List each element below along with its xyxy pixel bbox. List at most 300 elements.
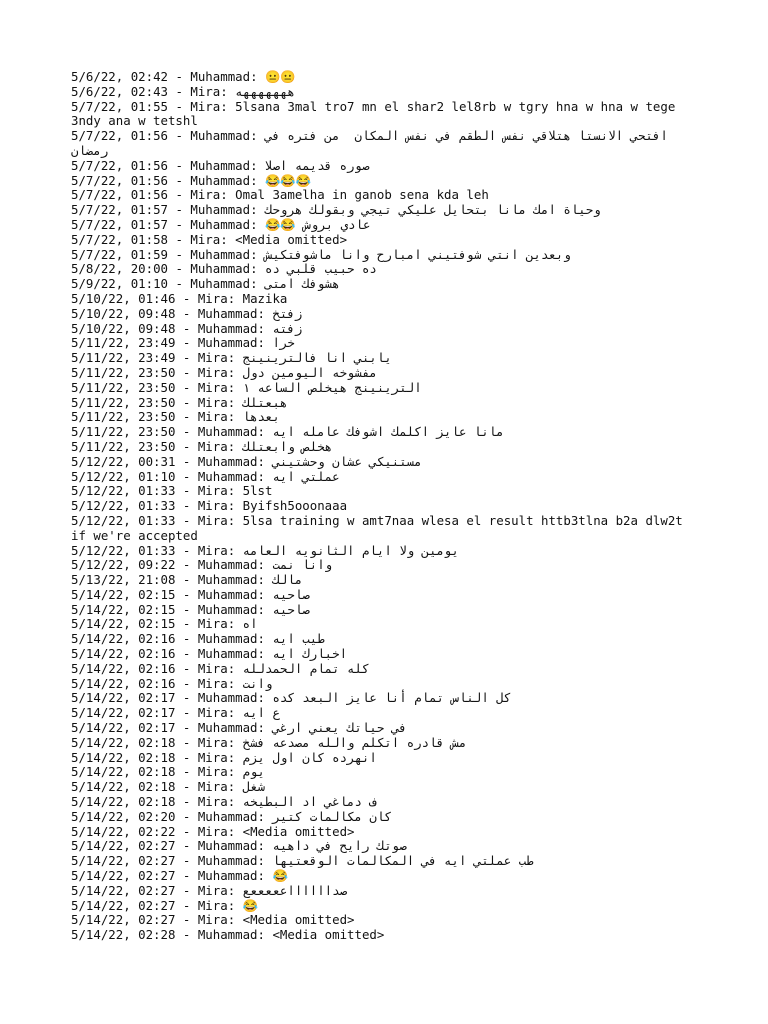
line-meta: 5/14/22, 02:15 - Mira: xyxy=(71,616,243,632)
line-meta: 5/14/22, 02:27 - Muhammad: xyxy=(71,868,273,884)
line-meta: 5/13/22, 21:08 - Muhammad: xyxy=(71,572,273,588)
line-meta: 5/14/22, 02:22 - Mira: xyxy=(71,823,243,839)
line-date: 5/14/22 xyxy=(71,882,124,898)
line-date: 5/14/22 xyxy=(71,749,124,765)
chat-line xyxy=(71,839,699,854)
line-time: 09:48 xyxy=(138,305,176,321)
chat-line xyxy=(71,869,699,884)
line-sender: Mira xyxy=(197,660,228,676)
line-meta: 5/11/22, 23:50 - Muhammad: xyxy=(71,424,273,440)
line-sender: Mira xyxy=(197,912,228,928)
line-meta: 5/8/22, 20:00 - Muhammad: xyxy=(71,261,265,277)
line-sender: Mira xyxy=(197,749,228,765)
line-date: 5/14/22 xyxy=(71,675,124,691)
line-message: 5lst xyxy=(242,483,273,499)
line-sender: Muhammad xyxy=(197,586,258,602)
line-meta: 5/14/22, 02:27 - Muhammad: xyxy=(71,853,273,869)
line-sender: Muhammad xyxy=(197,853,258,869)
line-time: 02:27 xyxy=(138,897,176,913)
line-date: 5/8/22 xyxy=(71,261,116,277)
line-time: 02:17 xyxy=(138,705,176,721)
chat-line xyxy=(71,218,699,233)
line-message: ف دماغي اد البطيخه xyxy=(242,794,377,810)
chat-line xyxy=(71,410,699,425)
chat-line xyxy=(71,203,699,218)
line-message: زفتخ xyxy=(272,305,303,321)
line-meta: 5/7/22, 01:57 - Muhammad: xyxy=(71,216,265,232)
line-time: 01:56 xyxy=(130,128,168,144)
line-date: 5/11/22 xyxy=(71,379,124,395)
line-date: 5/13/22 xyxy=(71,572,124,588)
line-message: خرا xyxy=(272,335,295,351)
chat-line xyxy=(71,174,699,189)
line-date: 5/12/22 xyxy=(71,498,124,514)
line-message: هشوفك امتى xyxy=(265,276,340,292)
line-date: 5/14/22 xyxy=(71,823,124,839)
line-sender: Mira xyxy=(197,705,228,721)
line-meta: 5/14/22, 02:16 - Mira: xyxy=(71,660,243,676)
line-meta: 5/10/22, 09:48 - Muhammad: xyxy=(71,320,273,336)
line-date: 5/12/22 xyxy=(71,557,124,573)
line-sender: Muhammad xyxy=(197,646,258,662)
line-time: 02:22 xyxy=(138,823,176,839)
chat-line xyxy=(71,573,699,588)
line-meta: 5/7/22, 01:56 - Mira: xyxy=(71,187,236,203)
chat-line xyxy=(71,765,699,780)
chat-line xyxy=(71,248,699,263)
line-message: شغل xyxy=(242,779,265,795)
line-sender: Mira xyxy=(197,290,228,306)
line-date: 5/14/22 xyxy=(71,734,124,750)
line-meta: 5/11/22, 23:50 - Mira: xyxy=(71,364,243,380)
line-sender: Muhammad xyxy=(190,172,251,188)
line-sender: Mira xyxy=(190,98,221,114)
line-meta: 5/12/22, 00:31 - Muhammad: xyxy=(71,453,273,469)
line-message: يابني انا فالترينينج xyxy=(242,350,392,366)
line-sender: Mira xyxy=(197,483,228,499)
chat-line xyxy=(71,913,699,928)
line-time: 02:16 xyxy=(138,646,176,662)
line-meta: 5/12/22, 01:33 - Mira: xyxy=(71,512,243,528)
line-sender: Muhammad xyxy=(190,261,251,277)
line-message: كل الناس تمام أنا عايز البعد كده xyxy=(272,690,512,706)
line-time: 02:28 xyxy=(138,927,176,943)
line-sender: Muhammad xyxy=(197,335,258,351)
line-date: 5/14/22 xyxy=(71,646,124,662)
line-sender: Muhammad xyxy=(190,128,251,144)
line-sender: Mira xyxy=(190,187,221,203)
line-sender: Muhammad xyxy=(197,868,258,884)
line-date: 5/14/22 xyxy=(71,779,124,795)
chat-line xyxy=(71,662,699,677)
line-date: 5/14/22 xyxy=(71,764,124,780)
line-sender: Mira xyxy=(197,350,228,366)
line-sender: Muhammad xyxy=(197,690,258,706)
line-sender: Muhammad xyxy=(197,572,258,588)
line-meta: 5/12/22, 01:10 - Muhammad: xyxy=(71,468,273,484)
line-meta: 5/14/22, 02:28 - Muhammad: xyxy=(71,927,273,943)
chat-line xyxy=(71,632,699,647)
line-sender: Muhammad xyxy=(190,276,251,292)
chat-line xyxy=(71,617,699,632)
line-sender: Mira xyxy=(197,364,228,380)
chat-line xyxy=(71,736,699,751)
line-meta: 5/14/22, 02:17 - Muhammad: xyxy=(71,690,273,706)
line-meta: 5/9/22, 01:10 - Muhammad: xyxy=(71,276,265,292)
line-message: صدااااااعععععع xyxy=(242,882,348,898)
line-message: <Media omitted> xyxy=(272,927,385,943)
line-sender: Mira xyxy=(197,882,228,898)
line-time: 02:27 xyxy=(138,882,176,898)
line-message: مستنيكي عشان وحشتيني xyxy=(272,453,422,469)
line-sender: Mira xyxy=(197,779,228,795)
line-date: 5/11/22 xyxy=(71,409,124,425)
line-message: صوره قديمه اصلا xyxy=(265,157,370,173)
line-date: 5/7/22 xyxy=(71,246,116,262)
line-meta: 5/14/22, 02:16 - Mira: xyxy=(71,675,243,691)
line-sender: Muhammad xyxy=(190,216,251,232)
line-sender: Muhammad xyxy=(197,720,258,736)
line-message: ده حبيب قلبي ده xyxy=(265,261,377,277)
line-meta: 5/14/22, 02:18 - Mira: xyxy=(71,764,243,780)
line-sender: Mira xyxy=(197,794,228,810)
chat-line xyxy=(71,440,699,455)
line-meta: 5/14/22, 02:27 - Mira: xyxy=(71,912,243,928)
line-message: <Media omitted> xyxy=(242,823,355,839)
line-message: 5lsa training w amt7naa wlesa el result httb3tlna b2a dlw2t if we're accepted xyxy=(71,512,691,543)
line-time: 02:18 xyxy=(138,734,176,750)
line-message: 😂 xyxy=(242,897,259,913)
line-date: 5/7/22 xyxy=(71,157,116,173)
line-meta: 5/14/22, 02:15 - Muhammad: xyxy=(71,586,273,602)
line-message: زفته xyxy=(272,320,303,336)
line-meta: 5/14/22, 02:18 - Mira: xyxy=(71,749,243,765)
line-meta: 5/14/22, 02:27 - Muhammad: xyxy=(71,838,273,854)
line-time: 02:18 xyxy=(138,749,176,765)
line-time: 02:15 xyxy=(138,616,176,632)
line-sender: Muhammad xyxy=(197,557,258,573)
line-date: 5/14/22 xyxy=(71,631,124,647)
line-date: 5/6/22 xyxy=(71,69,116,84)
line-time: 23:50 xyxy=(138,394,176,410)
line-sender: Muhammad xyxy=(197,453,258,469)
line-sender: Mira xyxy=(197,734,228,750)
line-time: 02:16 xyxy=(138,631,176,647)
line-message: صاحيه xyxy=(272,601,310,617)
line-message: ع ايه xyxy=(242,705,280,721)
line-date: 5/14/22 xyxy=(71,690,124,706)
line-date: 5/10/22 xyxy=(71,320,124,336)
line-time: 20:00 xyxy=(130,261,168,277)
line-date: 5/14/22 xyxy=(71,616,124,632)
line-time: 01:33 xyxy=(138,512,176,528)
line-sender: Mira xyxy=(197,675,228,691)
line-date: 5/14/22 xyxy=(71,927,124,943)
line-message: 😂 xyxy=(272,868,288,884)
line-time: 23:49 xyxy=(138,335,176,351)
chat-line xyxy=(71,721,699,736)
line-date: 5/7/22 xyxy=(71,216,116,232)
chat-line xyxy=(71,810,699,825)
line-meta: 5/14/22, 02:17 - Mira: xyxy=(71,705,243,721)
line-date: 5/14/22 xyxy=(71,853,124,869)
chat-line xyxy=(71,381,699,396)
line-sender: Mira xyxy=(197,409,228,425)
line-sender: Muhammad xyxy=(190,69,251,84)
chat-line xyxy=(71,425,699,440)
chat-line xyxy=(71,928,699,943)
line-message: طب عملتي ايه في المكالمات الوقعتيها xyxy=(272,853,534,869)
line-time: 01:56 xyxy=(130,157,168,173)
line-time: 02:17 xyxy=(138,690,176,706)
chat-line xyxy=(71,514,699,544)
line-meta: 5/14/22, 02:15 - Muhammad: xyxy=(71,601,273,617)
chat-line xyxy=(71,159,699,174)
line-sender: Muhammad xyxy=(197,631,258,647)
line-time: 01:57 xyxy=(130,216,168,232)
chat-line xyxy=(71,277,699,292)
line-date: 5/12/22 xyxy=(71,483,124,499)
line-meta: 5/14/22, 02:20 - Muhammad: xyxy=(71,808,273,824)
line-message: وانا نمت xyxy=(272,557,333,573)
line-time: 02:43 xyxy=(130,83,168,99)
chat-line xyxy=(71,470,699,485)
line-sender: Muhammad xyxy=(190,157,251,173)
line-time: 21:08 xyxy=(138,572,176,588)
line-time: 23:50 xyxy=(138,438,176,454)
line-message: كان مكالمات كتير xyxy=(272,808,392,824)
line-time: 01:56 xyxy=(130,172,168,188)
line-time: 01:33 xyxy=(138,498,176,514)
line-time: 01:58 xyxy=(130,231,168,247)
line-date: 5/14/22 xyxy=(71,601,124,617)
line-message: مش قادره اتكلم والله مصدعه فشخ xyxy=(242,734,467,750)
line-message: هههههههه xyxy=(235,83,295,99)
line-date: 5/11/22 xyxy=(71,350,124,366)
line-sender: Mira xyxy=(197,616,228,632)
line-time: 01:10 xyxy=(130,276,168,292)
line-meta: 5/11/22, 23:50 - Mira: xyxy=(71,409,243,425)
line-time: 02:17 xyxy=(138,720,176,736)
line-message: <Media omitted> xyxy=(242,912,355,928)
line-time: 00:31 xyxy=(138,453,176,469)
line-sender: Mira xyxy=(197,512,228,528)
chat-log xyxy=(71,70,699,943)
chat-line xyxy=(71,233,699,248)
chat-line xyxy=(71,795,699,810)
line-time: 01:57 xyxy=(130,202,168,218)
line-date: 5/12/22 xyxy=(71,542,124,558)
chat-line xyxy=(71,307,699,322)
line-message: Mazika xyxy=(242,290,288,306)
line-sender: Mira xyxy=(197,764,228,780)
line-date: 5/11/22 xyxy=(71,424,124,440)
line-meta: 5/7/22, 01:59 - Muhammad: xyxy=(71,246,265,262)
line-sender: Muhammad xyxy=(197,320,258,336)
chat-line xyxy=(71,691,699,706)
line-message: 5lsana 3mal tro7 mn el shar2 lel8rb w tgry hna w hna w tege 3ndy ana w tetshl xyxy=(71,98,683,129)
line-date: 5/6/22 xyxy=(71,83,116,99)
line-message: Byifsh5ooonaaa xyxy=(242,498,348,514)
line-message: يومين ولا ايام الثانويه العامه xyxy=(242,542,459,558)
line-time: 02:15 xyxy=(138,586,176,602)
line-meta: 5/14/22, 02:18 - Mira: xyxy=(71,734,243,750)
line-time: 01:46 xyxy=(138,290,176,306)
line-message: وانت xyxy=(242,675,273,691)
chat-line xyxy=(71,292,699,307)
line-date: 5/14/22 xyxy=(71,586,124,602)
line-time: 02:27 xyxy=(138,853,176,869)
line-date: 5/7/22 xyxy=(71,187,116,203)
line-time: 23:50 xyxy=(138,364,176,380)
line-sender: Mira xyxy=(190,83,221,99)
chat-line xyxy=(71,188,699,203)
line-date: 5/11/22 xyxy=(71,364,124,380)
line-sender: Muhammad xyxy=(197,838,258,854)
chat-line xyxy=(71,647,699,662)
line-time: 02:18 xyxy=(138,794,176,810)
line-sender: Muhammad xyxy=(197,808,258,824)
line-message: مانا عايز اكلمك اشوفك عامله ايه xyxy=(272,424,504,440)
line-meta: 5/7/22, 01:56 - Muhammad: xyxy=(71,172,265,188)
line-message: بعدها xyxy=(242,409,280,425)
line-meta: 5/11/22, 23:49 - Mira: xyxy=(71,350,243,366)
line-meta: 5/14/22, 02:27 - Mira: xyxy=(71,882,243,898)
line-time: 02:27 xyxy=(138,868,176,884)
line-message: مالك xyxy=(272,572,303,588)
line-time: 01:33 xyxy=(138,483,176,499)
line-meta: 5/7/22, 01:56 - Muhammad: xyxy=(71,157,265,173)
line-meta: 5/11/22, 23:50 - Mira: xyxy=(71,438,243,454)
chat-line xyxy=(71,751,699,766)
line-time: 02:18 xyxy=(138,764,176,780)
line-time: 23:50 xyxy=(138,424,176,440)
chat-line xyxy=(71,854,699,869)
chat-line xyxy=(71,706,699,721)
line-date: 5/7/22 xyxy=(71,98,116,114)
line-meta: 5/7/22, 01:56 - Muhammad: xyxy=(71,128,265,144)
line-sender: Muhammad xyxy=(190,246,251,262)
chat-line xyxy=(71,544,699,559)
chat-line xyxy=(71,780,699,795)
line-meta: 5/10/22, 01:46 - Mira: xyxy=(71,290,243,306)
line-time: 02:15 xyxy=(138,601,176,617)
line-time: 02:20 xyxy=(138,808,176,824)
line-message: 😂😂😂 xyxy=(265,172,312,188)
line-message: في حياتك يعني ارغي xyxy=(272,720,407,736)
chat-line xyxy=(71,366,699,381)
line-date: 5/12/22 xyxy=(71,512,124,528)
line-time: 02:16 xyxy=(138,660,176,676)
chat-line xyxy=(71,262,699,277)
line-time: 02:18 xyxy=(138,779,176,795)
line-meta: 5/14/22, 02:16 - Muhammad: xyxy=(71,646,273,662)
line-sender: Mira xyxy=(197,823,228,839)
line-date: 5/7/22 xyxy=(71,128,116,144)
line-sender: Muhammad xyxy=(190,202,251,218)
line-message: <Media omitted> xyxy=(235,231,348,247)
chat-line xyxy=(71,129,699,159)
line-sender: Muhammad xyxy=(197,424,258,440)
line-sender: Muhammad xyxy=(197,927,258,943)
line-sender: Mira xyxy=(197,394,228,410)
line-date: 5/10/22 xyxy=(71,305,124,321)
line-date: 5/12/22 xyxy=(71,453,124,469)
line-date: 5/7/22 xyxy=(71,231,116,247)
line-time: 23:50 xyxy=(138,379,176,395)
line-meta: 5/14/22, 02:27 - Mira: xyxy=(71,897,243,913)
line-message: افتحي الانستا هتلاقي نفس الطقم في نفس المكان من فتره في رمضان xyxy=(71,128,676,158)
chat-line xyxy=(71,396,699,411)
line-message: Omal 3amelha in ganob sena kda leh xyxy=(235,187,489,203)
line-sender: Muhammad xyxy=(197,305,258,321)
line-date: 5/14/22 xyxy=(71,720,124,736)
line-date: 5/7/22 xyxy=(71,172,116,188)
line-meta: 5/14/22, 02:16 - Muhammad: xyxy=(71,631,273,647)
chat-line xyxy=(71,603,699,618)
line-message: 😐😐 xyxy=(265,69,296,84)
line-meta: 5/7/22, 01:55 - Mira: xyxy=(71,98,236,114)
line-sender: Muhammad xyxy=(197,601,258,617)
line-date: 5/12/22 xyxy=(71,468,124,484)
line-sender: Mira xyxy=(197,379,228,395)
line-message: طيب ايه xyxy=(272,631,325,647)
line-meta: 5/12/22, 01:33 - Mira: xyxy=(71,498,243,514)
line-date: 5/14/22 xyxy=(71,838,124,854)
line-date: 5/10/22 xyxy=(71,290,124,306)
line-time: 01:55 xyxy=(130,98,168,114)
line-meta: 5/7/22, 01:57 - Muhammad: xyxy=(71,202,265,218)
line-date: 5/11/22 xyxy=(71,335,124,351)
line-message: انهرده كان اول يزم xyxy=(242,749,377,765)
chat-line xyxy=(71,85,699,100)
line-time: 01:59 xyxy=(130,246,168,262)
chat-line xyxy=(71,100,699,130)
line-meta: 5/14/22, 02:18 - Mira: xyxy=(71,794,243,810)
chat-line xyxy=(71,351,699,366)
line-date: 5/14/22 xyxy=(71,794,124,810)
line-date: 5/14/22 xyxy=(71,868,124,884)
line-time: 23:49 xyxy=(138,350,176,366)
line-meta: 5/14/22, 02:18 - Mira: xyxy=(71,779,243,795)
line-message: اخبارك ايه xyxy=(272,646,348,662)
line-time: 01:56 xyxy=(130,187,168,203)
line-sender: Mira xyxy=(197,897,228,913)
line-date: 5/7/22 xyxy=(71,202,116,218)
line-time: 01:10 xyxy=(138,468,176,484)
line-time: 02:27 xyxy=(138,912,176,928)
chat-line xyxy=(71,336,699,351)
line-meta: 5/11/22, 23:50 - Mira: xyxy=(71,379,243,395)
line-message: وبعدين انتي شوفتيني امبارح وانا ماشوفتكيش xyxy=(265,246,571,262)
chat-line xyxy=(71,558,699,573)
chat-line xyxy=(71,484,699,499)
line-message: وحياة امك مانا بتحايل عليكي تيجي وبقولك هروحك xyxy=(265,202,601,218)
line-time: 02:16 xyxy=(138,675,176,691)
line-date: 5/9/22 xyxy=(71,276,116,292)
line-message: الترينينج هيخلص الساعه ١ xyxy=(242,379,422,395)
line-sender: Mira xyxy=(197,498,228,514)
chat-line xyxy=(71,322,699,337)
line-date: 5/11/22 xyxy=(71,394,124,410)
line-date: 5/14/22 xyxy=(71,660,124,676)
line-sender: Mira xyxy=(190,231,221,247)
line-time: 01:33 xyxy=(138,542,176,558)
line-sender: Mira xyxy=(197,542,228,558)
line-time: 09:22 xyxy=(138,557,176,573)
line-date: 5/14/22 xyxy=(71,808,124,824)
line-message: اه xyxy=(242,616,258,632)
